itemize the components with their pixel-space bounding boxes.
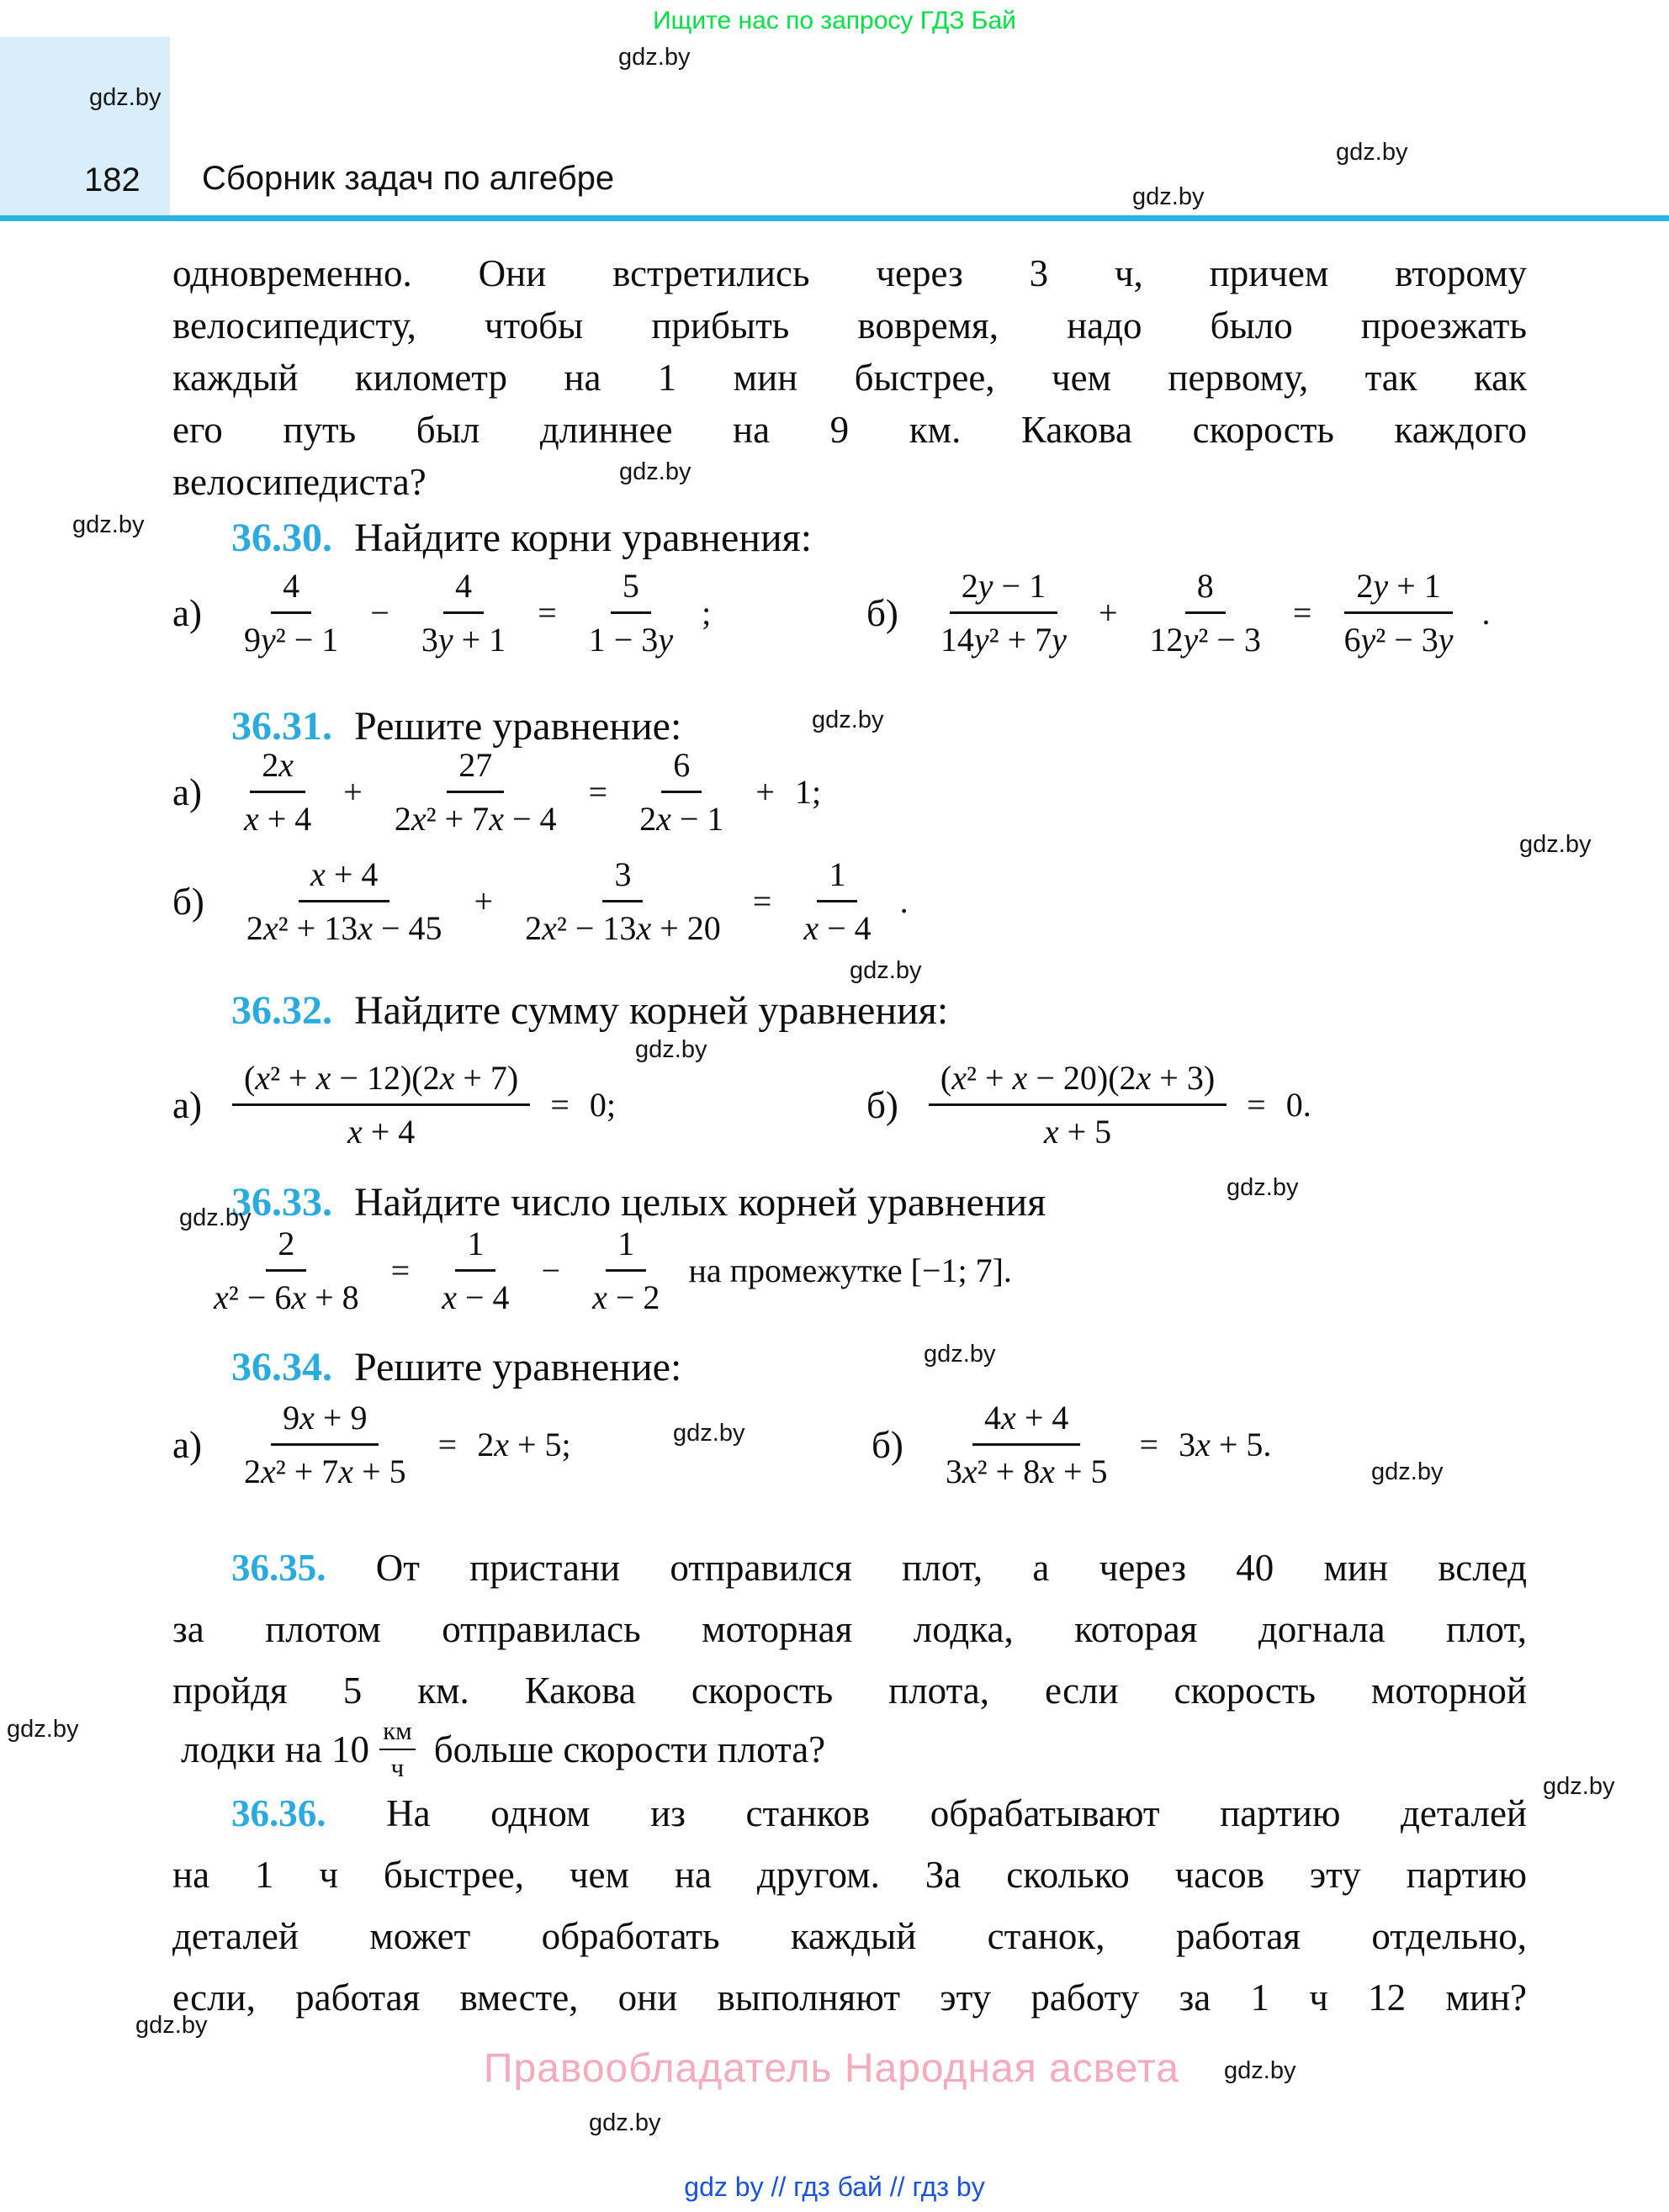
problem-36-35-paragraph [172, 1537, 1527, 1722]
paragraph-line: пройдя 5 км. Какова скорость плота, если скорость моторной [172, 1670, 1527, 1712]
math-text: лодки на 10 [181, 1728, 370, 1770]
fraction: $\frac{2y + 1}{\text{6y² − 3y}}$ [1343, 567, 1454, 659]
fraction: $\frac{1}{x - 2}$ [592, 1225, 660, 1316]
paragraph-line: велосипедисту, чтобы прибыть вовремя, надо было проезжать [172, 304, 1527, 347]
fraction: $\frac{4}{\text{9y² − 1}}$ [243, 567, 339, 659]
gdz-watermark: gdz.by [924, 1341, 996, 1368]
gdz-watermark: gdz.by [1132, 183, 1205, 210]
paragraph-line: его путь был длиннее на 9 км. Какова скорость каждого [172, 409, 1527, 451]
math-operator: = [752, 882, 772, 920]
math-operator: = [588, 773, 608, 811]
gdz-watermark: gdz.by [812, 706, 884, 733]
fraction: $\frac{км}{ч}$ [379, 1716, 416, 1783]
problem-title-text: Найдите число целых корней уравнения [354, 1180, 1046, 1225]
math-operator: = [1247, 1086, 1266, 1124]
math-operator: − [541, 1252, 561, 1289]
fraction: $\frac{8}{\text{12y² − 3}}$ [1149, 567, 1261, 659]
fraction: $\frac{3}{\text{2x² − 13x + 20}}$ [525, 855, 721, 947]
intro-paragraph [172, 247, 1527, 508]
problem-number: 36.33. [231, 1180, 332, 1225]
math-operator: = [538, 594, 557, 632]
gdz-watermark: gdz.by [1543, 1773, 1615, 1800]
problem-title-text: Решите уравнение: [354, 704, 682, 749]
math-text: 2x + 5; [477, 1426, 571, 1463]
item-label: а) [172, 1083, 202, 1126]
fraction: $\frac{4x + 4}{\text{3x² + 8x + 5}}$ [945, 1399, 1108, 1490]
fraction: $\frac{4}{3y + 1}$ [421, 567, 506, 659]
paragraph-line [172, 1783, 1527, 1844]
item-label: б) [872, 1423, 903, 1466]
gdz-watermark: gdz.by [618, 44, 691, 71]
gdz-watermark: gdz.by [673, 1420, 745, 1447]
paragraph-line: на 1 ч быстрее, чем на другом. За сколько часов эту партию [172, 1854, 1527, 1896]
gdz-watermark: gdz.by [179, 1204, 252, 1231]
gdz-watermark: gdz.by [619, 458, 691, 485]
paragraph-text: От пристани отправился плот, а через 40 мин вслед [375, 1547, 1528, 1589]
equation-36-34-b [872, 1398, 1271, 1491]
math-text: 3x + 5. [1179, 1426, 1272, 1463]
math-operator: + [1098, 594, 1118, 632]
problem-36-36-paragraph [172, 1783, 1527, 2029]
fraction: $\frac{1}{x - 4}$ [442, 1225, 510, 1316]
paragraph-line: каждый километр на 1 мин быстрее, чем первому, так как [172, 357, 1527, 399]
math-text: на промежутке [−1; 7]. [688, 1252, 1012, 1289]
fraction: $\frac{2y - 1}{\text{14y² + 7y}}$ [940, 567, 1067, 659]
fraction: $\frac{9x + 9}{\text{2x² + 7x + 5}}$ [243, 1399, 406, 1490]
math-text: больше скорости плота? [433, 1728, 826, 1770]
fraction: $\frac{5}{1 - 3y}$ [588, 567, 674, 659]
problem-36-31-title [231, 703, 681, 749]
gdz-watermark: gdz.by [850, 957, 922, 984]
gdz-watermark: gdz.by [89, 84, 162, 111]
paragraph-line: одновременно. Они встретились через 3 ч, причем второму [172, 252, 1527, 294]
footer-links[interactable]: gdz by // гдз бай // гдз by [684, 2172, 985, 2202]
equation-36-32-a [172, 1058, 616, 1151]
item-label: б) [866, 591, 898, 634]
problem-36-34-title [231, 1344, 681, 1390]
problem-title-text: Найдите корни уравнения: [354, 516, 813, 560]
math-text: 0. [1285, 1086, 1311, 1124]
problem-36-35-last-line [172, 1716, 825, 1783]
gdz-watermark: gdz.by [1519, 831, 1592, 858]
equation-36-31-b [172, 855, 909, 948]
page-number: 182 [84, 161, 140, 198]
math-operator: + [474, 882, 494, 920]
problem-number: 36.35. [231, 1547, 326, 1589]
problem-title-text: Решите уравнение: [354, 1345, 682, 1389]
header-title: Сборник задач по алгебре [202, 160, 615, 197]
gdz-watermark: gdz.by [635, 1036, 707, 1063]
math-operator: − [370, 594, 389, 632]
equation-36-30-a [172, 566, 711, 659]
item-label: б) [172, 880, 204, 923]
header-rule [0, 215, 1669, 221]
fraction: $\frac{x + 4}{\text{2x² + 13x − 45}}$ [246, 855, 442, 947]
equation-36-34-a [172, 1398, 571, 1491]
gdz-watermark: gdz.by [589, 2109, 661, 2136]
math-text: . [1481, 594, 1491, 632]
item-label: а) [172, 1423, 202, 1466]
equation-36-33 [193, 1224, 1012, 1317]
math-operator: = [437, 1426, 458, 1463]
paragraph-line: если, работая вместе, они выполняют эту работу за 1 ч 12 мин? [172, 1977, 1527, 2019]
math-operator: + [755, 773, 775, 811]
problem-number: 36.34. [231, 1345, 332, 1389]
fraction: $\frac{\text{(x² + x − 20)(2x + 3)}}{x + 5}$ [929, 1058, 1227, 1151]
gdz-watermark: gdz.by [1227, 1174, 1299, 1201]
paragraph-line: за плотом отправилась моторная лодка, которая догнала плот, [172, 1608, 1527, 1650]
paragraph-line: велосипедиста? [172, 461, 427, 503]
problem-number: 36.31. [231, 704, 332, 749]
math-text: 1; [794, 773, 822, 811]
problem-number: 36.36. [231, 1792, 326, 1834]
fraction: $\frac{1}{x - 4}$ [803, 855, 872, 947]
gdz-watermark: gdz.by [1371, 1458, 1444, 1485]
paragraph-text: На одном из станков обрабатывают партию деталей [386, 1792, 1528, 1834]
item-label: а) [172, 770, 202, 813]
math-text: 0; [589, 1086, 616, 1124]
promo-banner: Ищите нас по запросу ГДЗ Бай [653, 7, 1016, 34]
equation-36-30-b [866, 566, 1491, 659]
problem-36-33-title [231, 1179, 1046, 1225]
item-label: б) [866, 1083, 898, 1126]
math-text: ; [702, 594, 712, 632]
gdz-watermark: gdz.by [135, 2012, 208, 2039]
math-operator: = [550, 1086, 570, 1124]
fraction: $\frac{6}{2x - 1}$ [639, 746, 724, 838]
problem-36-30-title [231, 515, 812, 561]
equation-36-32-b [866, 1058, 1311, 1151]
fraction: $\frac{2}{\text{x² − 6x + 8}}$ [214, 1225, 359, 1316]
item-label: а) [172, 591, 202, 634]
copyright-notice: Правообладатель Народная асвета [484, 2046, 1179, 2091]
gdz-watermark: gdz.by [1224, 2057, 1296, 2084]
gdz-watermark: gdz.by [72, 511, 145, 538]
problem-number: 36.32. [231, 988, 332, 1033]
math-operator: = [1139, 1426, 1159, 1463]
paragraph-line [172, 1537, 1527, 1599]
fraction: $\frac{2x}{x + 4}$ [243, 746, 312, 838]
gdz-watermark: gdz.by [7, 1716, 79, 1743]
math-operator: = [1292, 594, 1312, 632]
problem-title-text: Найдите сумму корней уравнения: [354, 988, 949, 1033]
math-text: . [899, 882, 909, 920]
equation-36-31-a [172, 745, 821, 839]
fraction: $\frac{27}{\text{2x² + 7x − 4}}$ [394, 746, 557, 838]
math-operator: = [390, 1252, 411, 1289]
fraction: $\frac{\text{(x² + x − 12)(2x + 7)}}{x + 4}$ [232, 1058, 530, 1151]
math-operator: + [343, 773, 363, 811]
gdz-watermark: gdz.by [1336, 139, 1408, 166]
paragraph-line: деталей может обработать каждый станок, работая отдельно, [172, 1915, 1527, 1957]
problem-number: 36.30. [231, 516, 332, 560]
problem-36-32-title [231, 987, 948, 1034]
